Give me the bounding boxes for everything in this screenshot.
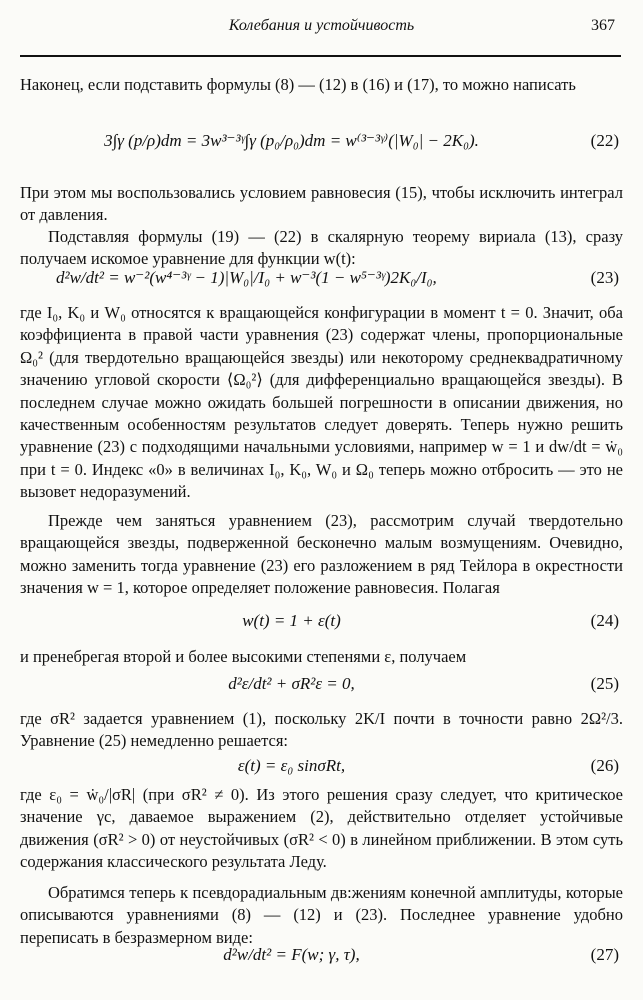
paragraph-5: Прежде чем заняться уравнением (23), рассмотрим случай твердотельно вращающейся звезды, подверженной бесконечно малым возмущениям. Очевидно, можно заменить тогда уравнение (23) его разложением в ряд Тейлора в окрестности значения w = 1, которое определяет положение равновесия. Полагая <box>20 511 623 598</box>
paragraph-3: Подставляя формулы (19) — (22) в скалярную теорему вириала (13), сразу получаем искомое уравнение для функции w(t): <box>20 227 623 269</box>
equation-26-formula: ε(t) = ε₀ sinσRt, <box>237 756 346 775</box>
equation-25 <box>20 674 623 700</box>
paragraph-9: Обратимся теперь к псевдорадиальным дв:жениям конечной амплитуды, которые описываются уравнениями (8) — (12) и (23). Последнее уравнение удобно переписать в безразмерном виде: <box>20 883 623 947</box>
equation-27-number: (27) <box>590 945 619 964</box>
equation-27 <box>20 945 623 971</box>
equation-27-formula: d²w/dt² = F(w; γ, τ), <box>223 945 360 964</box>
paragraph-8: где ε₀ = ẇ₀/|σR| (при σR² ≠ 0). Из этого решения сразу следует, что критическое значение γc, даваемое выражением (2), действительно отделяет устойчивые движения (σR² > 0) от неустойчивых (σR² < 0) в линейном приближении. В этом суть содержания классического результата Леду. <box>20 785 623 872</box>
equation-22-formula: 3∫γ (p/ρ)dm = 3w³⁻³ᵞ∫γ (p₀/ρ₀)dm = w⁽³⁻³ᵞ⁾(|W₀| − 2K₀). <box>104 131 479 150</box>
header-rule <box>20 55 621 57</box>
page-number: 367 <box>591 17 615 34</box>
equation-23 <box>20 268 623 294</box>
equation-24-formula: w(t) = 1 + ε(t) <box>242 611 341 630</box>
equation-24 <box>20 611 623 637</box>
running-header-title: Колебания и устойчивость <box>228 17 415 34</box>
paragraph-2: При этом мы воспользовались условием равновесия (15), чтобы исключить интеграл от давления. <box>20 183 623 225</box>
equation-26-number: (26) <box>590 756 619 775</box>
equation-22 <box>20 131 623 157</box>
equation-23-number: (23) <box>590 268 619 287</box>
paragraph-1: Наконец, если подставить формулы (8) — (12) в (16) и (17), то можно написать <box>20 75 576 94</box>
equation-23-formula: d²w/dt² = w⁻²(w⁴⁻³ᵞ − 1)|W₀|/I₀ + w⁻³(1 − w⁵⁻³ᵞ)2K₀/I₀, <box>56 268 437 287</box>
equation-24-number: (24) <box>590 611 619 630</box>
equation-26 <box>20 756 623 782</box>
equation-25-formula: d²ε/dt² + σR²ε = 0, <box>228 674 355 693</box>
paragraph-4: где I₀, K₀ и W₀ относятся к вращающейся конфигурации в момент t = 0. Значит, оба коэффициента в правой части уравнения (23) содержат члены, пропорциональные Ω₀² (для твердотельно вращающейся звезды) или некоторому среднеквадратичному значению угловой скорости ⟨Ω₀²⟩ (для дифференциально вращающейся звезды). В последнем случае можно ожидать большей погрешности в описании движения, но качественным особенностям результатов следует доверять. Теперь нужно решить уравнение (23) с подходящими начальными условиями, например w = 1 и dw/dt = ẇ₀ при t = 0. Индекс «0» в величинах I₀, K₀, W₀ и Ω₀ теперь можно отбросить — это не вызовет недоразумений. <box>20 303 623 502</box>
equation-25-number: (25) <box>590 674 619 693</box>
equation-22-number: (22) <box>590 131 619 150</box>
paragraph-7: где σR² задается уравнением (1), поскольку 2K/I почти в точности равно 2Ω²/3. Уравнение (25) немедленно решается: <box>20 709 623 751</box>
paragraph-6: и пренебрегая второй и более высокими степенями ε, получаем <box>20 647 467 666</box>
